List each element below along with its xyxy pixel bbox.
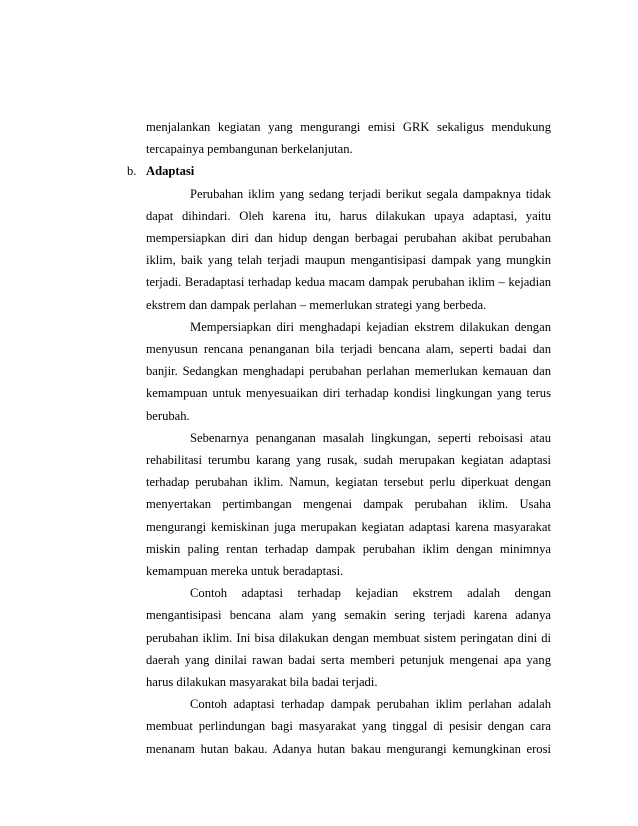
paragraph-line: berubah.: [146, 408, 190, 423]
paragraph-line: ekstrem dan dampak perlahan – memerlukan strategi yang berbeda.: [146, 297, 487, 312]
paragraph-line: menyusun rencana penanganan bila terjadi bencana alam, seperti badai dan: [146, 342, 551, 356]
paragraph-line: Sebenarnya penanganan masalah lingkungan, seperti reboisasi atau: [190, 430, 551, 445]
intro-line: tercapainya pembangunan berkelanjutan.: [146, 142, 353, 157]
paragraph-line: iklim, baik yang telah terjadi maupun mengantisipasi dampak yang mungkin: [146, 253, 551, 268]
section-title: Adaptasi: [146, 164, 195, 179]
paragraph-line: mengantisipasi bencana alam yang semakin sering terjadi karena adanya: [146, 608, 551, 623]
paragraph-line: menyertakan pertimbangan mengenai dampak perubahan iklim. Usaha: [146, 497, 551, 512]
paragraph-line: banjir. Sedangkan menghadapi perubahan perlahan memerlukan kemauan dan: [146, 364, 551, 379]
paragraph-line: kemampuan untuk menyesuaikan diri terhadap kondisi lingkungan yang terus: [146, 386, 551, 401]
paragraph-line: kemampuan mereka untuk beradaptasi.: [146, 564, 344, 578]
paragraph-line: miskin paling rentan terhadap dampak perubahan iklim dengan minimnya: [146, 541, 551, 556]
paragraph-line: Contoh adaptasi terhadap dampak perubahan iklim perlahan adalah: [190, 697, 551, 712]
paragraph-line: daerah yang dinilai rawan badai serta memberi petunjuk mengenai apa yang: [146, 652, 551, 667]
paragraph-line: terjadi. Beradaptasi terhadap kedua macam dampak perubahan iklim – kejadian: [146, 275, 551, 290]
paragraph-line: mengurangi kemiskinan juga merupakan kegiatan adaptasi karena masyarakat: [146, 519, 551, 534]
paragraph-line: terhadap perubahan iklim. Namun, kegiatan tersebut perlu diperkuat dengan: [146, 475, 551, 490]
paragraph-line: menanam hutan bakau. Adanya hutan bakau mengurangi kemungkinan erosi: [146, 741, 551, 756]
paragraph-line: harus dilakukan masyarakat bila badai terjadi.: [146, 675, 378, 689]
section-heading: [127, 162, 194, 180]
paragraph-line: Contoh adaptasi terhadap kejadian ekstrem adalah dengan: [190, 586, 551, 601]
paragraph-line: rehabilitasi terumbu karang yang rusak, sudah merupakan kegiatan adaptasi: [146, 453, 551, 467]
paragraph-line: membuat perlindungan bagi masyarakat yang tinggal di pesisir dengan cara: [146, 719, 551, 734]
intro-line: menjalankan kegiatan yang mengurangi emisi GRK sekaligus mendukung: [146, 120, 551, 134]
paragraph-line: Perubahan iklim yang sedang terjadi berikut segala dampaknya tidak: [190, 186, 551, 201]
paragraph-line: Mempersiapkan diri menghadapi kejadian ekstrem dilakukan dengan: [190, 319, 551, 334]
paragraph-line: dapat dihindari. Oleh karena itu, harus dilakukan upaya adaptasi, yaitu: [146, 208, 551, 223]
paragraph-line: mempersiapkan diri dan hidup dengan berbagai perubahan akibat perubahan: [146, 231, 551, 245]
section-marker: b.: [127, 164, 137, 179]
paragraph-line: perubahan iklim. Ini bisa dilakukan dengan membuat sistem peringatan dini di: [146, 630, 551, 645]
